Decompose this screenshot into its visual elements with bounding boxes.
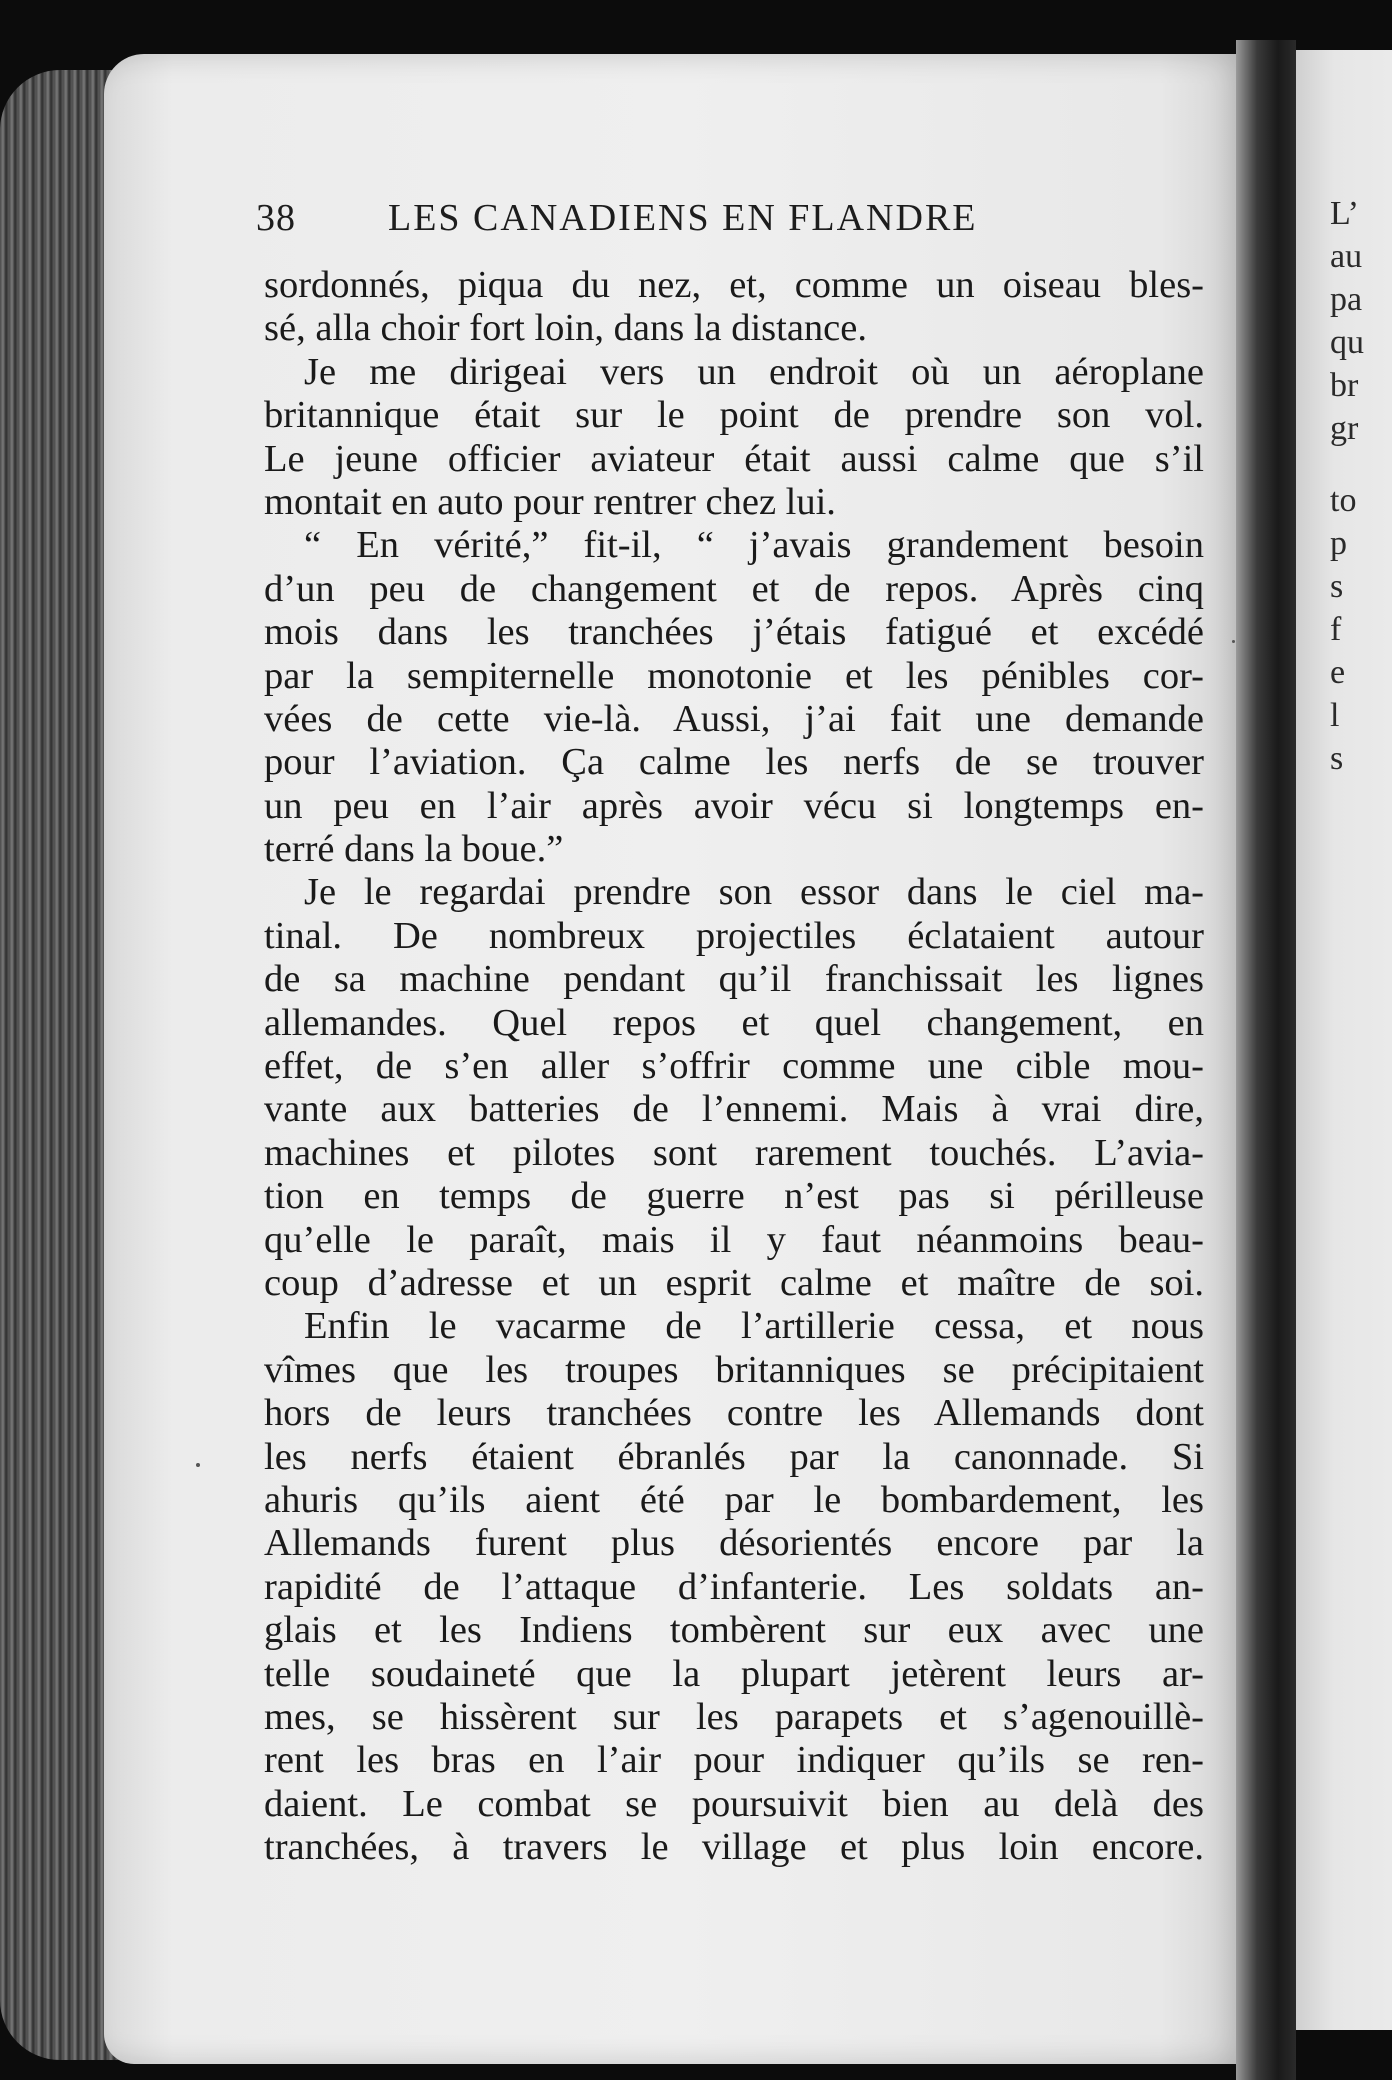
- text-line: vante aux batteries de l’ennemi. Mais à vrai dire,: [264, 1088, 1204, 1131]
- text-line: machines et pilotes sont rarement touchés. L’avia-: [264, 1131, 1204, 1174]
- facing-page-fragment: qu: [1330, 324, 1364, 361]
- text-line: Je le regardai prendre son essor dans le ciel ma-: [304, 871, 1204, 914]
- text-line: “ En vérité,” fit-il, “ j’avais grandement besoin: [304, 524, 1204, 567]
- text-line: sordonnés, piqua du nez, et, comme un oiseau bles-: [264, 264, 1204, 306]
- text-line: Je me dirigeai vers un endroit où un aéroplane: [304, 350, 1204, 393]
- text-line: Allemands furent plus désorientés encore par la: [264, 1522, 1204, 1565]
- text-line: rapidité de l’attaque d’infanterie. Les soldats an-: [264, 1565, 1204, 1608]
- facing-page-fragment: e: [1330, 654, 1346, 691]
- text-line: daient. Le combat se poursuivit bien au delà des: [264, 1782, 1204, 1825]
- text-line: coup d’adresse et un esprit calme et maître de soi.: [264, 1261, 1204, 1304]
- text-line: terré dans la boue.”: [264, 828, 564, 871]
- text-line: qu’elle le paraît, mais il y faut néanmoins beau-: [264, 1218, 1204, 1261]
- text-line: par la sempiternelle monotonie et les pénibles cor-: [264, 654, 1204, 697]
- facing-page-fragment: au: [1330, 238, 1363, 275]
- text-line: glais et les Indiens tombèrent sur eux avec une: [264, 1609, 1204, 1652]
- print-speck: [196, 1463, 200, 1467]
- text-line: les nerfs étaient ébranlés par la canonnade. Si: [264, 1435, 1204, 1478]
- text-line: pour l’aviation. Ça calme les nerfs de se trouver: [264, 741, 1204, 784]
- facing-page-fragment: gr: [1330, 410, 1359, 447]
- text-line: tranchées, à travers le village et plus loin encore.: [264, 1826, 1204, 1869]
- text-line: montait en auto pour rentrer chez lui.: [264, 480, 836, 523]
- text-line: d’un peu de changement et de repos. Après cinq: [264, 567, 1204, 610]
- book-gutter: [1236, 40, 1296, 2080]
- print-speck: [1232, 640, 1235, 643]
- body-text: [264, 264, 1204, 1869]
- text-line: Enfin le vacarme de l’artillerie cessa, et nous: [304, 1305, 1204, 1348]
- facing-page-fragment: l: [1330, 697, 1340, 734]
- facing-page-fragment: br: [1330, 367, 1359, 404]
- text-line: mes, se hissèrent sur les parapets et s’agenouillè-: [264, 1695, 1204, 1738]
- text-line: de sa machine pendant qu’il franchissait les lignes: [264, 958, 1204, 1001]
- text-line: Le jeune officier aviateur était aussi calme que s’il: [264, 437, 1204, 480]
- page-header: [256, 196, 1066, 248]
- facing-page-fragment: to: [1330, 482, 1357, 519]
- text-line: vîmes que les troupes britanniques se précipitaient: [264, 1348, 1204, 1391]
- text-line: tinal. De nombreux projectiles éclataient autour: [264, 914, 1204, 957]
- text-line: effet, de s’en aller s’offrir comme une cible mou-: [264, 1045, 1204, 1088]
- facing-page-fragment: p: [1330, 525, 1347, 562]
- page-number: 38: [256, 197, 296, 239]
- facing-page: [1296, 50, 1392, 2030]
- text-line: britannique était sur le point de prendre son vol.: [264, 394, 1204, 437]
- running-head: LES CANADIENS EN FLANDRE: [388, 197, 978, 239]
- facing-page-fragment: s: [1330, 568, 1344, 605]
- text-line: allemandes. Quel repos et quel changement, en: [264, 1001, 1204, 1044]
- text-line: ahuris qu’ils aient été par le bombardement, les: [264, 1478, 1204, 1521]
- text-line: sé, alla choir fort loin, dans la distance.: [264, 307, 867, 350]
- text-line: rent les bras en l’air pour indiquer qu’ils se ren-: [264, 1739, 1204, 1782]
- facing-page-fragment: L’: [1330, 195, 1359, 232]
- text-line: mois dans les tranchées j’étais fatigué et excédé: [264, 611, 1204, 654]
- text-line: telle soudaineté que la plupart jetèrent leurs ar-: [264, 1652, 1204, 1695]
- facing-page-fragment: f: [1330, 611, 1342, 648]
- facing-page-fragment: s: [1330, 740, 1344, 777]
- text-line: vées de cette vie-là. Aussi, j’ai fait une demande: [264, 697, 1204, 740]
- text-line: hors de leurs tranchées contre les Allemands dont: [264, 1392, 1204, 1435]
- facing-page-fragment: pa: [1330, 281, 1363, 318]
- text-line: un peu en l’air après avoir vécu si longtemps en-: [264, 784, 1204, 827]
- page-edges: [0, 70, 120, 2060]
- text-line: tion en temps de guerre n’est pas si périlleuse: [264, 1175, 1204, 1218]
